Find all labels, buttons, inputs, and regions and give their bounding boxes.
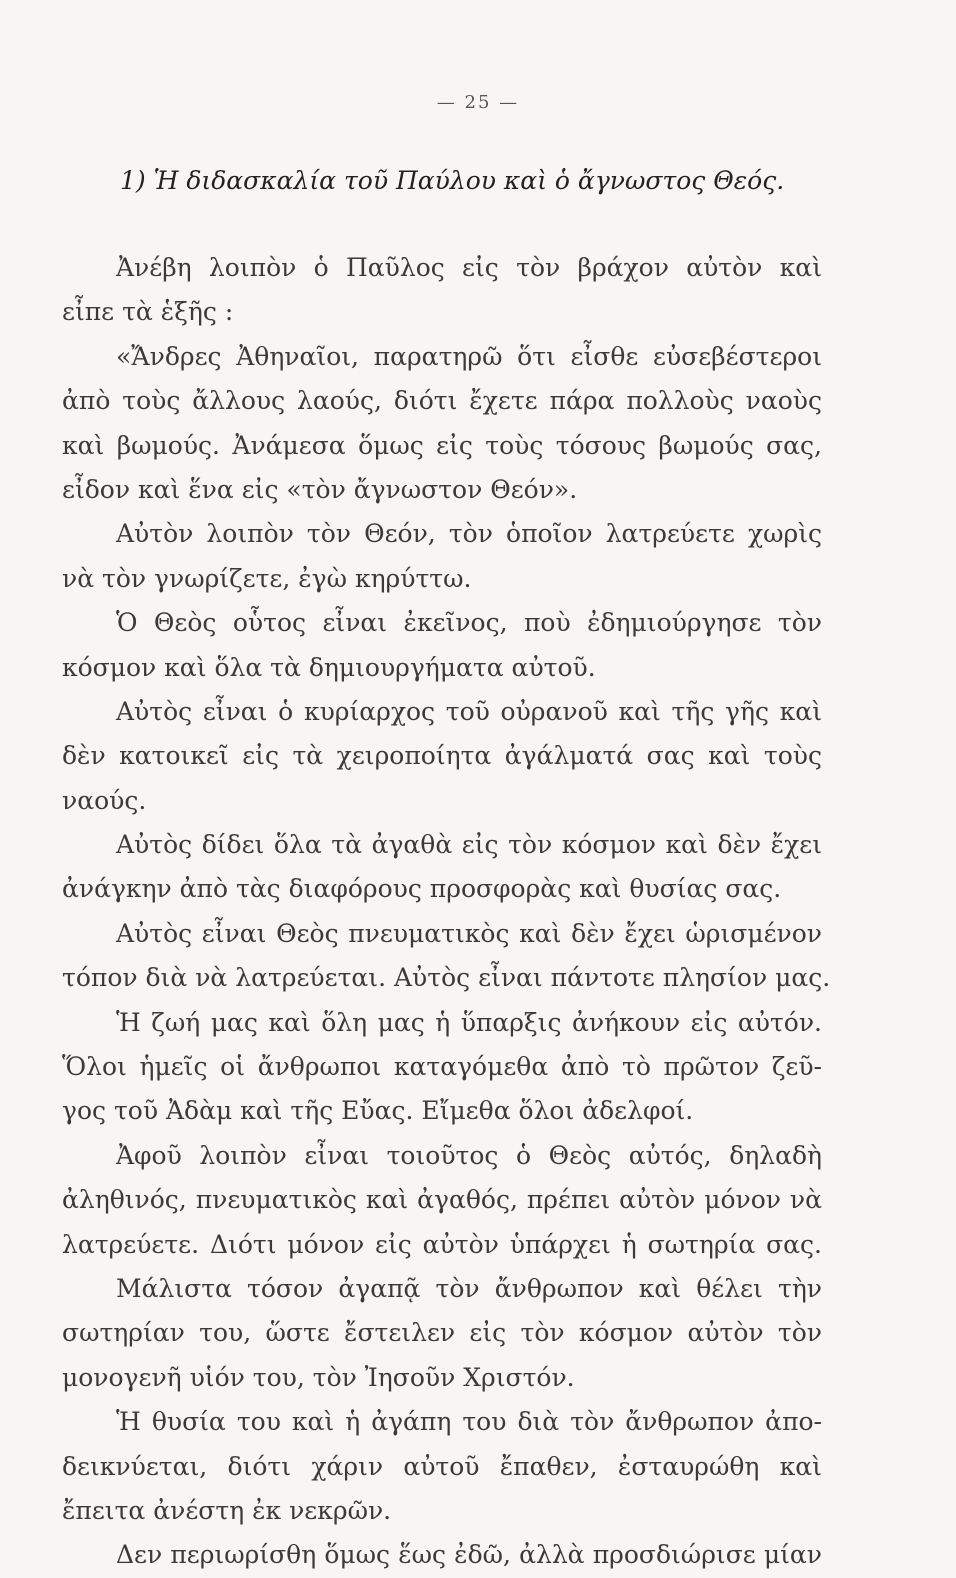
text-line: δεικνύεται, διότι χάριν αὐτοῦ ἔπαθεν, ἐσταυρώθη καὶ <box>62 1451 822 1481</box>
text-line: εἶδον καὶ ἕνα εἰς «τὸν ἄγνωστον Θεόν». <box>62 474 578 504</box>
text-line: σωτηρίαν του, ὥστε ἔστειλεν εἰς τὸν κόσμον αὐτὸν τὸν <box>62 1318 822 1348</box>
text-line: ἀπὸ τοὺς ἄλλους λαούς, διότι ἔχετε πάρα πολλοὺς ναοὺς <box>62 386 822 416</box>
text-line: Δεν περιωρίσθη ὅμως ἕως ἐδῶ, ἀλλὰ προσδιώρισε μίαν <box>116 1540 822 1570</box>
text-line: λατρεύετε. Διότι μόνον εἰς αὐτὸν ὑπάρχει ἡ σωτηρία σας. <box>62 1229 822 1259</box>
text-line: μονογενῆ υἱόν του, τὸν Ἰησοῦν Χριστόν. <box>62 1362 575 1392</box>
text-line: ναούς. <box>62 785 147 815</box>
text-line: εἶπε τὰ ἑξῆς : <box>62 297 234 327</box>
text-line: Ὁ Θεὸς οὗτος εἶναι ἐκεῖνος, ποὺ ἐδημιούργησε τὸν <box>116 608 822 638</box>
text-line: Ἀνέβη λοιπὸν ὁ Παῦλος εἰς τὸν βράχον αὐτὸν καὶ <box>116 253 822 282</box>
text-line: Αὐτὸς εἶναι ὁ κυρίαρχος τοῦ οὐρανοῦ καὶ τῆς γῆς καὶ <box>116 696 822 726</box>
text-line: κόσμον καὶ ὅλα τὰ δημιουργήματα αὐτοῦ. <box>62 652 596 682</box>
text-line: γος τοῦ Ἀδὰμ καὶ τῆς Εὔας. Εἴμεθα ὅλοι ἀδελφοί. <box>62 1096 694 1126</box>
text-line: Ἡ θυσία του καὶ ἡ ἀγάπη του διὰ τὸν ἄνθρωπον ἀπο- <box>116 1407 822 1437</box>
text-line: Ἡ ζωή μας καὶ ὅλη μας ἡ ὕπαρξις ἀνήκουν εἰς αὐτόν. <box>116 1007 822 1037</box>
text-line: «Ἄνδρες Ἀθηναῖοι, παρατηρῶ ὅτι εἶσθε εὐσεβέστεροι <box>116 341 822 371</box>
text-line: Μάλιστα τόσον ἀγαπᾷ τὸν ἄνθρωπον καὶ θέλει τὴν <box>116 1273 822 1303</box>
text-line: νὰ τὸν γνωρίζετε, ἐγὼ κηρύττω. <box>62 563 472 593</box>
page-number: — 25 — <box>436 92 520 113</box>
text-line: Αὐτὸν λοιπὸν τὸν Θεόν, τὸν ὁποῖον λατρεύετε χωρὶς <box>116 519 822 549</box>
body-text <box>62 246 831 1578</box>
text-line: Αὐτὸς δίδει ὅλα τὰ ἀγαθὰ εἰς τὸν κόσμον καὶ δὲν ἔχει <box>116 830 822 860</box>
text-line: Ὅλοι ἡμεῖς οἱ ἄνθρωποι καταγόμεθα ἀπὸ τὸ πρῶτον ζεῦ- <box>62 1052 822 1082</box>
section-heading: 1) Ἡ διδασκαλία τοῦ Παύλου καὶ ὁ ἄγνωστος Θεός. <box>120 166 785 195</box>
text-line: δὲν κατοικεῖ εἰς τὰ χειροποίητα ἀγάλματά σας καὶ τοὺς <box>62 741 822 771</box>
text-line: ἀνάγκην ἀπὸ τὰς διαφόρους προσφορὰς καὶ θυσίας σας. <box>62 874 782 904</box>
text-line: καὶ βωμούς. Ἀνάμεσα ὅμως εἰς τοὺς τόσους βωμούς σας, <box>62 430 822 460</box>
text-line: τόπον διὰ νὰ λατρεύεται. Αὐτὸς εἶναι πάντοτε πλησίον μας. <box>62 963 831 993</box>
text-line: Ἀφοῦ λοιπὸν εἶναι τοιοῦτος ὁ Θεὸς αὐτός, δηλαδὴ <box>116 1140 822 1170</box>
text-line: ἔπειτα ἀνέστη ἐκ νεκρῶν. <box>62 1495 392 1525</box>
text-line: Αὐτὸς εἶναι Θεὸς πνευματικὸς καὶ δὲν ἔχει ὡρισμένον <box>116 918 822 948</box>
text-line: ἀληθινός, πνευματικὸς καὶ ἀγαθός, πρέπει αὐτὸν μόνον νὰ <box>62 1185 822 1215</box>
